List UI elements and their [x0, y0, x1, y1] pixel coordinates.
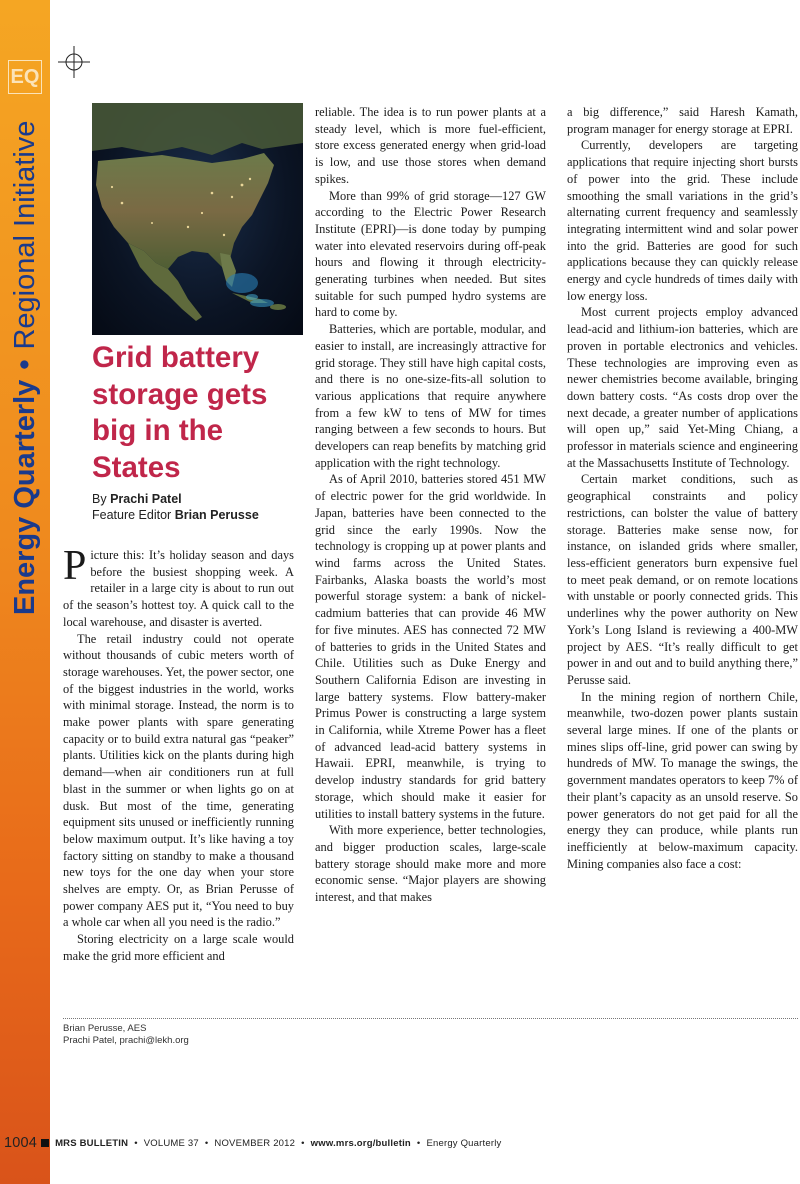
paragraph-text: icture this: It’s holiday season and days before the busiest shopping week. A retailer in a large city is about to run out of the season’s hottest toy. A quick call to the local warehouse, and disaster is averted.	[63, 548, 294, 629]
paragraph	[63, 543, 294, 631]
section-name: Energy Quarterly	[8, 379, 41, 615]
square-bullet-icon	[41, 1139, 49, 1147]
journal-name: MRS BULLETIN	[55, 1137, 129, 1149]
editor-prefix: Feature Editor	[92, 508, 172, 522]
footer-separator: •	[301, 1137, 305, 1149]
paragraph: Storing electricity on a large scale would make the grid more efficient and	[63, 932, 294, 963]
footnote-line: Prachi Patel, prachi@lekh.org	[63, 1035, 189, 1046]
us-satellite-photo	[92, 103, 303, 335]
paragraph: More than 99% of grid storage—127 GW according to the Electric Power Research Institute (EPRI)—is done today by pumping water into elevated reservoirs during off-peak hours and flowing it through electricity-generating turbines when needed. But sites suitable for such pumped hydro systems are hard to come by.	[315, 188, 546, 320]
paragraph: reliable. The idea is to run power plants at a steady level, which is more fuel-efficient, store excess generated energy when grid-load is low, and use those stores when demand spikes.	[315, 105, 546, 186]
paragraph: Currently, developers are targeting applications that require injecting short bursts of power into the grid. These include smoothing the small variations in the grid’s alternating current frequency and seamlessly integrating intermittent wind and solar power into the grid. Batteries are good for such applications because they can quickly release energy and cycle hundreds of times daily with low energy loss.	[567, 138, 798, 303]
volume: VOLUME 37	[143, 1137, 199, 1149]
paragraph: Certain market conditions, such as geographical constraints and policy restrictions, can bolster the value of battery storage. Batteries make sense now, for instance, on islanded grids where smaller, less-efficient generators burn expensive fuel to meet peak demand, or on remote locations with unstable or poorly connected grids. This underlines why the power authority on New York’s Long Island is reviewing a 400-MW project by AES. “It’s really difficult to get power in and out and to build anything there,” Perusse said.	[567, 472, 798, 687]
footnote-divider	[63, 1018, 798, 1019]
journal-url[interactable]: www.mrs.org/bulletin	[310, 1137, 411, 1149]
author-name: Prachi Patel	[110, 492, 182, 506]
section-label: Energy Quarterly	[426, 1137, 502, 1149]
paragraph: In the mining region of northern Chile, meanwhile, two-dozen power plants sustain several large mines. If one of the plants or mines slips off-line, grid power can swing by hundreds of MW. To manage the swings, the government mandates operators to keep 7% of their plant’s capacity as an unsold reserve. So power generators do not get paid for all the energy they can produce, while plants run inefficiently at below-maximum capacity. Mining companies also face a cost:	[567, 689, 798, 871]
issue-date: NOVEMBER 2012	[214, 1137, 296, 1149]
article-title: Grid battery storage gets big in the States	[92, 341, 268, 484]
drop-cap: P	[63, 543, 87, 589]
paragraph: As of April 2010, batteries stored 451 MW of electric power for the grid worldwide. In Japan, batteries have been connected to the grid since the early 1990s. Now the technology is cropping up at power plants and wind farms across the United States. Fairbanks, Alaska boasts the world’s most powerful storage system: a bank of nickel-cadmium batteries that can provide 46 MW for five minutes. AES has connected 72 MW of batteries to grids in the United States and Chile. Utilities such as Duke Energy and Southern California Edison are investing in large battery systems. Flow battery-maker Primus Power is constructing a large system in California, while Xtreme Power has a fleet of advanced lead-acid battery systems in Hawaii. EPRI, meanwhile, is trying to develop industry standards for grid battery storage, which should make it easier for utilities to install battery systems in the future.	[315, 472, 546, 821]
text-column-3	[567, 104, 798, 872]
footer-separator: •	[204, 1137, 209, 1149]
footer-separator: •	[416, 1137, 421, 1149]
text-column-2	[315, 104, 546, 906]
paragraph: Most current projects employ advanced lead-acid and lithium-ion batteries, which are proven in portable electronics and vehicles. These technologies are improving even as newer chemistries become available, bringing down battery costs. “As costs drop over the next decade, a greater number of applications will open up,” said Yet-Ming Chiang, a professor in materials science and engineering at the Massachusetts Institute of Technology.	[567, 305, 798, 470]
paragraph: a big difference,” said Haresh Kamath, program manager for energy storage at EPRI.	[567, 105, 798, 136]
by-prefix: By	[92, 492, 107, 506]
eq-logo: EQ	[8, 60, 42, 94]
paragraph: With more experience, better technologies, and bigger production scales, large-scale battery storage should make more and more economic sense. “Major players are showing interest, and that makes	[315, 823, 546, 905]
byline	[92, 491, 304, 523]
author-line	[92, 491, 304, 507]
sidebar-band	[0, 0, 50, 1184]
paragraph: Batteries, which are portable, modular, and easier to install, are increasingly attractive for grid storage. They still have high capital costs, and there is no one-size-fits-all solution to various applications that require anywhere from a few kW to tens of MW for times ranging between a few seconds to hours. But developers can reap benefits by matching grid application with the right technology.	[315, 322, 546, 470]
footer-separator: •	[134, 1137, 138, 1149]
footnotes	[63, 1023, 189, 1047]
registration-mark-icon	[58, 46, 90, 78]
editor-line	[92, 507, 304, 523]
page-number: 1004	[4, 1135, 38, 1151]
section-subtitle: Regional Initiative	[8, 120, 41, 350]
section-separator: •	[8, 359, 41, 370]
section-title	[2, 55, 48, 615]
page-footer	[4, 1134, 764, 1152]
paragraph: The retail industry could not operate without thousands of cubic meters worth of storage warehouses. Yet, the power sector, one of the biggest industries in the world, works with minimal storage. Instead, the norm is to make power plants with spare generating capacity or to build extra natural gas “peaker” plants. Utilities kick on the plants during high demand—when air conditioners run at full blast in the summer or when lights go on at dusk. But most of the time, generating equipment sits unused or inefficiently running below maximum output. It’s like having a toy factory sitting on standby to make a thousand new toys for the one day when your store shelves are empty. Or, as Brian Perusse of power company AES put it, “You need to buy a whole car when all you need is the radio.”	[63, 631, 294, 930]
footnote-line: Brian Perusse, AES	[63, 1023, 147, 1034]
text-column-1	[63, 543, 294, 965]
editor-name: Brian Perusse	[174, 508, 259, 522]
